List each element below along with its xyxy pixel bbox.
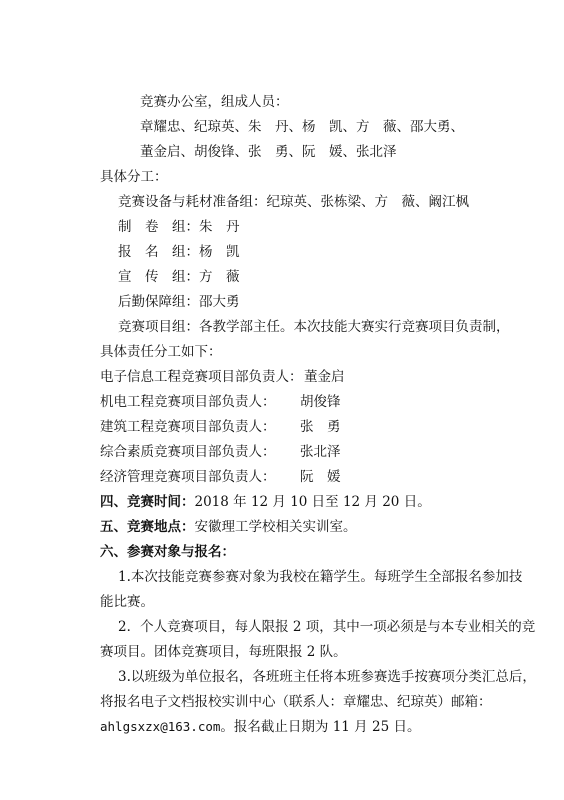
responsible-name: 胡俊锋: [300, 394, 341, 410]
section-5-text: 安徽理工学校相关实训室。: [194, 519, 357, 535]
item-2-line-2: 赛项目。团体竞赛项目，每班限报 2 队。: [100, 644, 347, 660]
division-heading: 具体分工：: [100, 169, 168, 185]
responsible-row: [100, 443, 276, 461]
section-4-title: 四、竞赛时间：: [100, 494, 195, 510]
task-label: 制 卷 组：: [118, 219, 199, 235]
task-row-equipment: [118, 193, 469, 211]
item-3-line-3: [100, 718, 420, 736]
task-label: 竞赛设备与耗材准备组：: [118, 194, 267, 210]
responsible-label: 机电工程竞赛项目部负责人：: [100, 394, 276, 410]
task-label: 后勤保障组：: [118, 294, 199, 310]
task-row-paper: [118, 218, 240, 236]
responsible-label: 综合素质竞赛项目部负责人：: [100, 444, 276, 460]
item-3-line-2: 将报名电子文档报校实训中心（联系人：章耀忠、纪琼英）邮箱：: [100, 694, 492, 710]
section-4-text: 2018 年 12 月 10 日至 12 月 20 日。: [194, 494, 431, 510]
section-6: [100, 543, 235, 561]
section-5: [100, 518, 357, 536]
deadline-text: 。报名截止日期为 11 月 25 日。: [220, 719, 421, 735]
responsible-name: 张 勇: [300, 419, 341, 435]
section-4: [100, 493, 431, 511]
item-2-line-1: 2．个人竞赛项目，每人限报 2 项，其中一项必须是与本专业相关的竞: [118, 619, 536, 635]
task-value: 朱 丹: [199, 219, 240, 235]
task-label: 宣 传 组：: [118, 269, 199, 285]
task-value: 邵大勇: [199, 294, 240, 310]
item-1-line-1: 1.本次技能竞赛参赛对象为我校在籍学生。每班学生全部报名参加技: [118, 569, 523, 585]
responsible-label: 经济管理竞赛项目部负责人：: [100, 469, 276, 485]
task-value: 纪琼英、张栋梁、方 薇、阚江枫: [266, 194, 469, 210]
task-value: 方 薇: [199, 269, 240, 285]
task-row-registration: [118, 243, 240, 261]
responsible-row: [100, 368, 303, 386]
item-3-line-1: 3.以班级为单位报名，各班班主任将本班参赛选手按赛项分类汇总后，: [118, 669, 536, 685]
office-members-line-1: 章耀忠、纪琼英、朱 丹、杨 凯、方 薇、邵大勇、: [140, 119, 464, 135]
project-group-line-2: 具体责任分工如下：: [100, 344, 222, 360]
responsible-row: [100, 418, 276, 436]
responsible-row: [100, 468, 276, 486]
project-group-line-1: 竞赛项目组：各教学部主任。本次技能大赛实行竞赛项目负责制，: [118, 319, 510, 335]
task-value: 杨 凯: [199, 244, 240, 260]
office-heading: 竞赛办公室，组成人员：: [140, 94, 289, 110]
responsible-label: 电子信息工程竞赛项目部负责人：: [100, 369, 303, 385]
office-members-line-2: 董金启、胡俊锋、张 勇、阮 媛、张北泽: [140, 144, 397, 160]
section-5-title: 五、竞赛地点：: [100, 519, 195, 535]
responsible-name: 董金启: [304, 369, 345, 385]
task-label: 报 名 组：: [118, 244, 199, 260]
task-row-logistics: [118, 293, 240, 311]
responsible-name: 张北泽: [300, 444, 341, 460]
email-address: ahlgsxzx@163.com: [100, 719, 221, 734]
task-row-publicity: [118, 268, 240, 286]
responsible-label: 建筑工程竞赛项目部负责人：: [100, 419, 276, 435]
section-6-title: 六、参赛对象与报名：: [100, 544, 235, 560]
item-1-line-2: 能比赛。: [100, 594, 154, 610]
responsible-row: [100, 393, 276, 411]
responsible-name: 阮 媛: [300, 469, 341, 485]
